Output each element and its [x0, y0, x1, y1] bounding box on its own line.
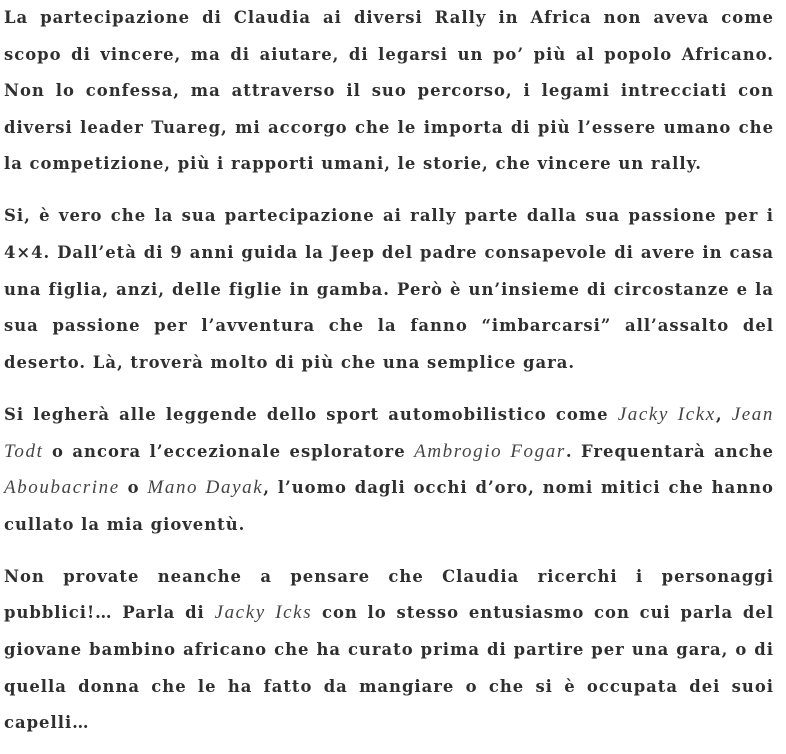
article-body: [4, 0, 774, 742]
name-jean-todt: Jean Todt: [4, 403, 774, 462]
paragraph-2: [4, 198, 774, 381]
paragraph-4-text-2: con lo stesso entusiasmo con cui parla del giovane bambino africano che ha curato prima di partire per una gara, o di quella donna che le ha fatto da mangiare o che si è occupata dei suoi capelli…: [4, 603, 775, 733]
name-ambrogio-fogar: Ambrogio Fogar: [414, 440, 566, 462]
paragraph-2-text: Si, è vero che la sua partecipazione ai rally parte dalla sua passione per i 4×4. Dall’età di 9 anni guida la Jeep del padre consapevole di avere in casa una figlia, anzi, delle figlie in gamba. Però è un’insieme di circostanze e la sua passione per l’avventura che la fanno “imbarcarsi” all’assalto del deserto. Là, troverà molto di più che una semplice gara.: [4, 206, 774, 372]
paragraph-1-text: La partecipazione di Claudia ai diversi Rally in Africa non aveva come scopo di vincere, ma di aiutare, di legarsi un po’ più al popolo Africano. Non lo confessa, ma attraverso il suo percorso, i legami intrecciati con diversi leader Tuareg, mi accorgo che le importa di più l’essere umano che la competizione, più i rapporti umani, le storie, che vincere un rally.: [4, 8, 774, 174]
name-jacky-icks: Jacky Icks: [214, 602, 313, 624]
paragraph-3-text-1: Si legherà alle leggende dello sport automobilistico come: [4, 404, 618, 424]
paragraph-3-text-6: , l’uomo dagli occhi d’oro, nomi mitici che hanno cullato la mia gioventù.: [4, 478, 774, 534]
name-aboubacrine: Aboubacrine: [4, 477, 120, 499]
paragraph-3-text-2: ,: [715, 404, 732, 424]
paragraph-4: [4, 559, 774, 742]
paragraph-4-text-1: Non provate neanche a pensare che Claudia ricerchi i personaggi pubblici!… Parla di: [4, 566, 774, 623]
name-mano-dayak: Mano Dayak: [147, 477, 264, 499]
paragraph-3: [4, 397, 774, 543]
name-jacky-ickx: Jacky Ickx: [617, 403, 716, 425]
paragraph-3-text-4: . Frequentarà anche: [565, 441, 774, 461]
paragraph-3-text-5: o: [119, 478, 148, 498]
paragraph-1: [4, 0, 774, 183]
paragraph-3-text-3: o ancora l’eccezionale esploratore: [43, 441, 415, 461]
